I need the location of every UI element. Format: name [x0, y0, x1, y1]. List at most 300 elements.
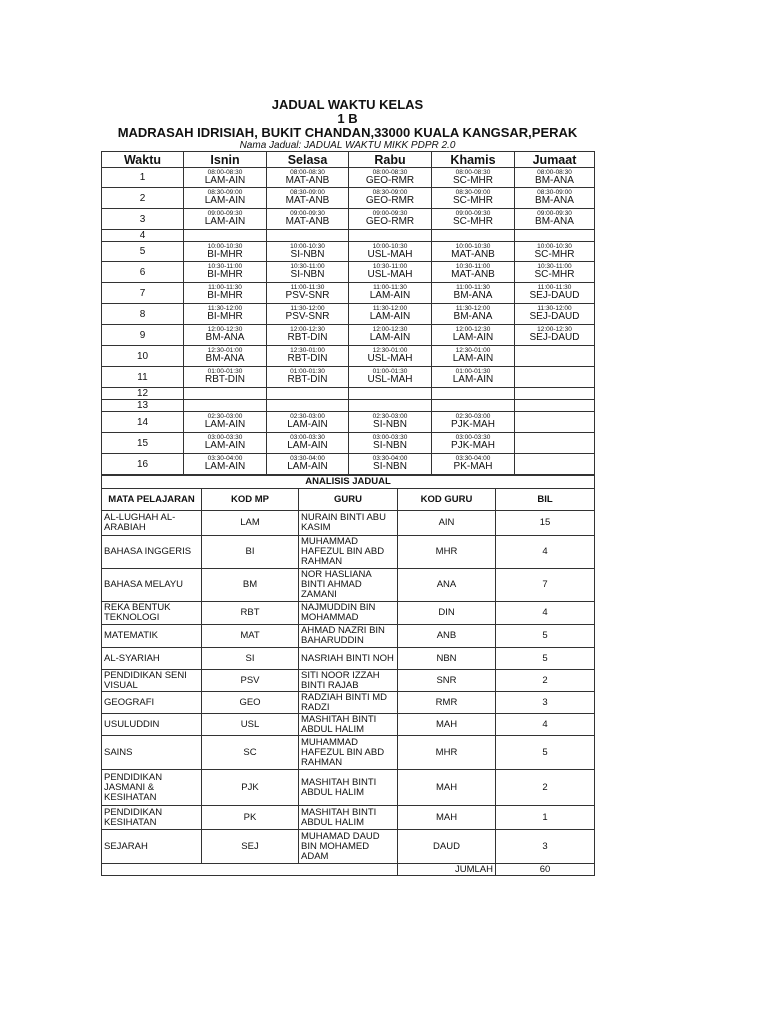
period-count: 3 — [496, 830, 595, 864]
subject-code: PSV — [202, 670, 299, 692]
slot-time: 10:00-10:30 — [372, 243, 408, 250]
slot-time: 11:30-12:00 — [455, 305, 491, 312]
subject-code: PJK — [202, 770, 299, 806]
timetable-cell — [349, 283, 432, 304]
slot-time: 10:00-10:30 — [455, 243, 491, 250]
slot-time: 10:00-10:30 — [207, 243, 243, 250]
timetable-cell — [432, 367, 515, 388]
slot-time: 10:30-11:00 — [455, 263, 491, 270]
slot-time: 12:30-01:00 — [207, 347, 243, 354]
document-header — [101, 98, 594, 151]
teacher-code: RMR — [398, 692, 496, 714]
slot-subject: GEO-RMR — [365, 175, 415, 186]
timetable-row — [102, 388, 595, 400]
analysis-row — [102, 602, 595, 625]
slot-subject: LAM-AIN — [452, 374, 494, 385]
slot-subject: BM-ANA — [453, 290, 493, 301]
slot-time: 10:30-11:00 — [290, 263, 325, 270]
timetable-cell — [267, 325, 349, 346]
slot-time: 02:30-03:00 — [290, 413, 325, 420]
timetable-cell — [432, 400, 515, 412]
period-count: 5 — [496, 736, 595, 770]
slot-time: 10:00-10:30 — [290, 243, 325, 250]
slot-time: 01:00-01:30 — [455, 368, 491, 375]
analysis-row — [102, 511, 595, 536]
slot-subject: BM-ANA — [453, 311, 493, 322]
slot-time: 12:00-12:30 — [455, 326, 491, 333]
slot-time: 08:30-09:00 — [537, 189, 572, 196]
analysis-total-row — [102, 864, 595, 876]
slot-time: 12:30-01:00 — [455, 347, 491, 354]
timetable-cell — [349, 304, 432, 325]
timetable-cell — [184, 412, 267, 433]
teacher-name: MASHITAH BINTI ABDUL HALIM — [299, 770, 398, 806]
timetable-cell — [267, 400, 349, 412]
analysis-table — [101, 475, 595, 876]
slot-time: 03:30-04:00 — [372, 455, 408, 462]
analysis-title-row — [102, 476, 595, 489]
subject-name: AL-SYARIAH — [102, 648, 202, 670]
period-count: 1 — [496, 806, 595, 830]
timetable-cell — [267, 433, 349, 454]
subject-name: AL-LUGHAH AL-ARABIAH — [102, 511, 202, 536]
timetable-cell — [432, 188, 515, 209]
period-number: 1 — [102, 168, 184, 188]
slot-time: 11:00-11:30 — [208, 284, 242, 291]
slot-time: 02:30-03:00 — [372, 413, 408, 420]
slot-time: 09:00-09:30 — [537, 210, 572, 217]
slot-subject: BM-ANA — [205, 353, 245, 364]
slot-time: 11:30-12:00 — [290, 305, 325, 312]
slot-subject: LAM-AIN — [369, 332, 411, 343]
slot-time: 03:30-04:00 — [455, 455, 491, 462]
analysis-row — [102, 770, 595, 806]
slot-subject: SI-NBN — [373, 419, 407, 430]
slot-time: 08:00-08:30 — [207, 169, 243, 176]
analysis-col-teacher: GURU — [299, 489, 398, 511]
timetable-cell — [267, 188, 349, 209]
teacher-name: NAJMUDDIN BIN MOHAMMAD — [299, 602, 398, 625]
slot-subject: BI-MHR — [207, 249, 243, 260]
timetable-row — [102, 262, 595, 283]
slot-subject: LAM-AIN — [452, 353, 494, 364]
timetable-cell — [349, 242, 432, 262]
slot-subject: MAT-ANB — [285, 195, 330, 206]
slot-subject: USL-MAH — [367, 353, 413, 364]
teacher-code: DIN — [398, 602, 496, 625]
slot-subject: LAM-AIN — [369, 290, 411, 301]
timetable-cell — [515, 304, 595, 325]
teacher-code: ANB — [398, 625, 496, 648]
slot-subject: SI-NBN — [290, 269, 325, 280]
teacher-name: NOR HASLIANA BINTI AHMAD ZAMANI — [299, 569, 398, 602]
slot-time: 08:30-09:00 — [372, 189, 408, 196]
timetable-cell — [184, 283, 267, 304]
slot-time: 12:00-12:30 — [372, 326, 408, 333]
slot-time: 08:00-08:30 — [537, 169, 572, 176]
timetable-cell — [267, 209, 349, 230]
teacher-code: SNR — [398, 670, 496, 692]
subject-name: GEOGRAFI — [102, 692, 202, 714]
timetable-cell — [515, 168, 595, 188]
timetable-cell — [349, 400, 432, 412]
slot-time: 08:00-08:30 — [290, 169, 325, 176]
timetable-cell — [267, 346, 349, 367]
timetable-cell — [267, 242, 349, 262]
teacher-code: AIN — [398, 511, 496, 536]
slot-subject: LAM-AIN — [287, 461, 328, 472]
timetable-row — [102, 283, 595, 304]
slot-subject: MAT-ANB — [451, 249, 495, 260]
teacher-name: AHMAD NAZRI BIN BAHARUDDIN — [299, 625, 398, 648]
timetable-cell — [267, 367, 349, 388]
slot-time: 03:00-03:30 — [207, 434, 243, 441]
timetable-row — [102, 400, 595, 412]
period-number: 5 — [102, 242, 184, 262]
slot-subject: SC-MHR — [453, 216, 493, 227]
period-number: 13 — [102, 400, 184, 412]
slot-subject: BM-ANA — [535, 195, 574, 206]
slot-time: 08:00-08:30 — [455, 169, 491, 176]
subject-name: REKA BENTUK TEKNOLOGI — [102, 602, 202, 625]
slot-subject: LAM-AIN — [204, 440, 246, 451]
slot-subject: SC-MHR — [534, 269, 575, 280]
slot-subject: LAM-AIN — [204, 419, 246, 430]
slot-time: 08:00-08:30 — [372, 169, 408, 176]
slot-time: 10:00-10:30 — [537, 243, 572, 250]
slot-time: 11:00-11:30 — [290, 284, 325, 291]
subject-name: BAHASA INGGERIS — [102, 536, 202, 569]
timetable-cell — [515, 367, 595, 388]
period-count: 4 — [496, 602, 595, 625]
timetable-cell — [515, 412, 595, 433]
timetable-cell — [432, 242, 515, 262]
subject-code: GEO — [202, 692, 299, 714]
timetable-row — [102, 412, 595, 433]
timetable-cell — [432, 388, 515, 400]
timetable-cell — [184, 230, 267, 242]
timetable-cell — [432, 230, 515, 242]
timetable-header-row — [102, 152, 595, 168]
slot-subject: SEJ-DAUD — [529, 311, 580, 322]
timetable-cell — [432, 304, 515, 325]
slot-subject: BM-ANA — [535, 216, 574, 227]
slot-subject: LAM-AIN — [204, 175, 246, 186]
total-label: JUMLAH — [398, 864, 496, 876]
timetable-row — [102, 346, 595, 367]
col-header-waktu: Waktu — [102, 152, 184, 168]
timetable-cell — [184, 188, 267, 209]
timetable-cell — [515, 388, 595, 400]
slot-time: 01:00-01:30 — [372, 368, 408, 375]
analysis-row — [102, 692, 595, 714]
slot-subject: PJK-MAH — [451, 419, 495, 430]
period-number: 7 — [102, 283, 184, 304]
slot-subject: GEO-RMR — [365, 216, 415, 227]
timetable-row — [102, 454, 595, 475]
period-count: 5 — [496, 648, 595, 670]
slot-subject: BI-MHR — [207, 269, 243, 280]
subject-name: USULUDDIN — [102, 714, 202, 736]
slot-time: 10:30-11:00 — [372, 263, 408, 270]
timetable-cell — [349, 454, 432, 475]
analysis-row — [102, 806, 595, 830]
timetable-body — [102, 168, 595, 475]
timetable-cell — [267, 454, 349, 475]
timetable-cell — [432, 262, 515, 283]
slot-time: 03:00-03:30 — [372, 434, 408, 441]
analysis-title: ANALISIS JADUAL — [102, 476, 595, 489]
timetable-cell — [432, 283, 515, 304]
analysis-row — [102, 536, 595, 569]
timetable-cell — [349, 412, 432, 433]
slot-subject: SI-NBN — [290, 249, 325, 260]
subject-name: PENDIDIKAN SENI VISUAL — [102, 670, 202, 692]
col-header-khamis: Khamis — [432, 152, 515, 168]
slot-time: 08:30-09:00 — [207, 189, 243, 196]
slot-time: 11:30-12:00 — [537, 305, 572, 312]
total-value: 60 — [496, 864, 595, 876]
slot-time: 10:30-11:00 — [537, 263, 572, 270]
subject-name: BAHASA MELAYU — [102, 569, 202, 602]
slot-subject: BM-ANA — [205, 332, 245, 343]
timetable-cell — [267, 230, 349, 242]
subject-code: SC — [202, 736, 299, 770]
slot-subject: SC-MHR — [534, 249, 575, 260]
slot-time: 11:00-11:30 — [537, 284, 572, 291]
timetable-cell — [349, 433, 432, 454]
slot-subject: USL-MAH — [367, 249, 413, 260]
period-number: 10 — [102, 346, 184, 367]
col-header-isnin: Isnin — [184, 152, 267, 168]
slot-time: 09:00-09:30 — [207, 210, 243, 217]
timetable-row — [102, 168, 595, 188]
period-number: 14 — [102, 412, 184, 433]
timetable-cell — [432, 325, 515, 346]
timetable-cell — [267, 168, 349, 188]
timetable-cell — [515, 325, 595, 346]
slot-time: 11:30-12:00 — [372, 305, 408, 312]
teacher-code: NBN — [398, 648, 496, 670]
period-count: 5 — [496, 625, 595, 648]
analysis-row — [102, 648, 595, 670]
slot-time: 11:30-12:00 — [207, 305, 243, 312]
period-count: 2 — [496, 770, 595, 806]
period-number: 11 — [102, 367, 184, 388]
slot-time: 12:00-12:30 — [537, 326, 572, 333]
timetable-cell — [267, 304, 349, 325]
period-count: 15 — [496, 511, 595, 536]
timetable-row — [102, 304, 595, 325]
slot-subject: LAM-AIN — [287, 419, 328, 430]
teacher-name: NURAIN BINTI ABU KASIM — [299, 511, 398, 536]
subject-code: RBT — [202, 602, 299, 625]
timetable-cell — [432, 168, 515, 188]
timetable-cell — [515, 242, 595, 262]
slot-subject: RBT-DIN — [287, 332, 328, 343]
timetable-cell — [184, 388, 267, 400]
teacher-name: MUHAMAD DAUD BIN MOHAMED ADAM — [299, 830, 398, 864]
teacher-code: MAH — [398, 806, 496, 830]
teacher-name: SITI NOOR IZZAH BINTI RAJAB — [299, 670, 398, 692]
col-header-jumaat: Jumaat — [515, 152, 595, 168]
slot-subject: LAM-AIN — [204, 195, 246, 206]
slot-subject: SEJ-DAUD — [529, 332, 580, 343]
slot-subject: LAM-AIN — [369, 311, 411, 322]
slot-time: 12:00-12:30 — [207, 326, 243, 333]
timetable-cell — [515, 188, 595, 209]
period-number: 3 — [102, 209, 184, 230]
subject-name: SEJARAH — [102, 830, 202, 864]
subject-code: USL — [202, 714, 299, 736]
timetable-cell — [184, 325, 267, 346]
timetable-cell — [349, 230, 432, 242]
slot-subject: LAM-AIN — [204, 216, 246, 227]
subject-code: MAT — [202, 625, 299, 648]
slot-time: 01:00-01:30 — [207, 368, 243, 375]
analysis-row — [102, 714, 595, 736]
timetable-cell — [267, 283, 349, 304]
timetable-document — [101, 98, 594, 876]
slot-time: 11:00-11:30 — [373, 284, 407, 291]
teacher-code: ANA — [398, 569, 496, 602]
subject-name: PENDIDIKAN JASMANI & KESIHATAN — [102, 770, 202, 806]
timetable-row — [102, 230, 595, 242]
teacher-code: MHR — [398, 536, 496, 569]
total-spacer — [102, 864, 398, 876]
timetable-cell — [184, 454, 267, 475]
slot-time: 12:30-01:00 — [372, 347, 408, 354]
timetable-cell — [515, 400, 595, 412]
slot-time: 10:30-11:00 — [207, 263, 243, 270]
document-title: JADUAL WAKTU KELAS — [271, 97, 424, 112]
schedule-name: Nama Jadual: JADUAL WAKTU MIKK PDPR 2.0 — [239, 140, 456, 151]
timetable-cell — [349, 209, 432, 230]
slot-subject: LAM-AIN — [204, 461, 246, 472]
slot-subject: USL-MAH — [367, 374, 413, 385]
timetable-cell — [184, 262, 267, 283]
timetable-row — [102, 325, 595, 346]
timetable-cell — [349, 325, 432, 346]
timetable-cell — [184, 346, 267, 367]
subject-name: SAINS — [102, 736, 202, 770]
timetable-cell — [267, 388, 349, 400]
subject-code: BI — [202, 536, 299, 569]
teacher-code: DAUD — [398, 830, 496, 864]
timetable-table — [101, 151, 595, 475]
timetable-cell — [349, 188, 432, 209]
slot-time: 08:30-09:00 — [455, 189, 491, 196]
timetable-row — [102, 188, 595, 209]
teacher-name: NASRIAH BINTI NOH — [299, 648, 398, 670]
subject-name: MATEMATIK — [102, 625, 202, 648]
timetable-cell — [349, 168, 432, 188]
analysis-col-bil: BIL — [496, 489, 595, 511]
slot-subject: MAT-ANB — [285, 216, 330, 227]
period-number: 15 — [102, 433, 184, 454]
period-number: 2 — [102, 188, 184, 209]
subject-code: SI — [202, 648, 299, 670]
class-name: 1 B — [337, 111, 358, 126]
timetable-cell — [349, 346, 432, 367]
slot-subject: LAM-AIN — [452, 332, 494, 343]
teacher-code: MAH — [398, 770, 496, 806]
slot-time: 02:30-03:00 — [455, 413, 491, 420]
col-header-rabu: Rabu — [349, 152, 432, 168]
timetable-cell — [515, 283, 595, 304]
timetable-cell — [267, 412, 349, 433]
slot-subject: PJK-MAH — [451, 440, 495, 451]
timetable-cell — [184, 304, 267, 325]
timetable-cell — [515, 454, 595, 475]
subject-name: PENDIDIKAN KESIHATAN — [102, 806, 202, 830]
period-number: 9 — [102, 325, 184, 346]
slot-subject: PSV-SNR — [285, 311, 330, 322]
period-count: 3 — [496, 692, 595, 714]
period-count: 2 — [496, 670, 595, 692]
timetable-row — [102, 242, 595, 262]
slot-subject: SI-NBN — [373, 461, 407, 472]
analysis-col-subject: MATA PELAJARAN — [102, 489, 202, 511]
timetable-cell — [515, 262, 595, 283]
slot-subject: SI-NBN — [373, 440, 407, 451]
analysis-row — [102, 670, 595, 692]
slot-time: 09:00-09:30 — [372, 210, 408, 217]
slot-time: 12:30-01:00 — [290, 347, 325, 354]
slot-subject: MAT-ANB — [285, 175, 330, 186]
analysis-row — [102, 830, 595, 864]
analysis-row — [102, 736, 595, 770]
subject-code: BM — [202, 569, 299, 602]
slot-subject: BI-MHR — [207, 290, 243, 301]
period-number: 4 — [102, 230, 184, 242]
teacher-name: MASHITAH BINTI ABDUL HALIM — [299, 714, 398, 736]
slot-time: 09:00-09:30 — [455, 210, 491, 217]
timetable-cell — [184, 367, 267, 388]
slot-subject: RBT-DIN — [287, 353, 328, 364]
teacher-name: RADZIAH BINTI MD RADZI — [299, 692, 398, 714]
slot-subject: LAM-AIN — [287, 440, 328, 451]
period-number: 6 — [102, 262, 184, 283]
subject-code: SEJ — [202, 830, 299, 864]
slot-subject: BI-MHR — [207, 311, 243, 322]
timetable-cell — [184, 242, 267, 262]
slot-time: 01:00-01:30 — [290, 368, 325, 375]
col-header-selasa: Selasa — [267, 152, 349, 168]
timetable-cell — [432, 433, 515, 454]
timetable-cell — [184, 433, 267, 454]
slot-time: 11:00-11:30 — [456, 284, 490, 291]
slot-subject: PK-MAH — [453, 461, 493, 472]
analysis-col-teacher-code: KOD GURU — [398, 489, 496, 511]
school-name: MADRASAH IDRISIAH, BUKIT CHANDAN,33000 KUALA KANGSAR,PERAK — [117, 125, 578, 140]
period-number: 12 — [102, 388, 184, 400]
slot-subject: USL-MAH — [367, 269, 413, 280]
timetable-cell — [184, 400, 267, 412]
slot-subject: SEJ-DAUD — [529, 290, 580, 301]
slot-time: 09:00-09:30 — [290, 210, 325, 217]
slot-subject: BM-ANA — [535, 175, 574, 186]
subject-code: LAM — [202, 511, 299, 536]
analysis-col-code: KOD MP — [202, 489, 299, 511]
period-number: 16 — [102, 454, 184, 475]
timetable-cell — [349, 388, 432, 400]
teacher-name: MASHITAH BINTI ABDUL HALIM — [299, 806, 398, 830]
slot-subject: GEO-RMR — [365, 195, 415, 206]
timetable-cell — [267, 262, 349, 283]
teacher-code: MHR — [398, 736, 496, 770]
period-count: 4 — [496, 536, 595, 569]
